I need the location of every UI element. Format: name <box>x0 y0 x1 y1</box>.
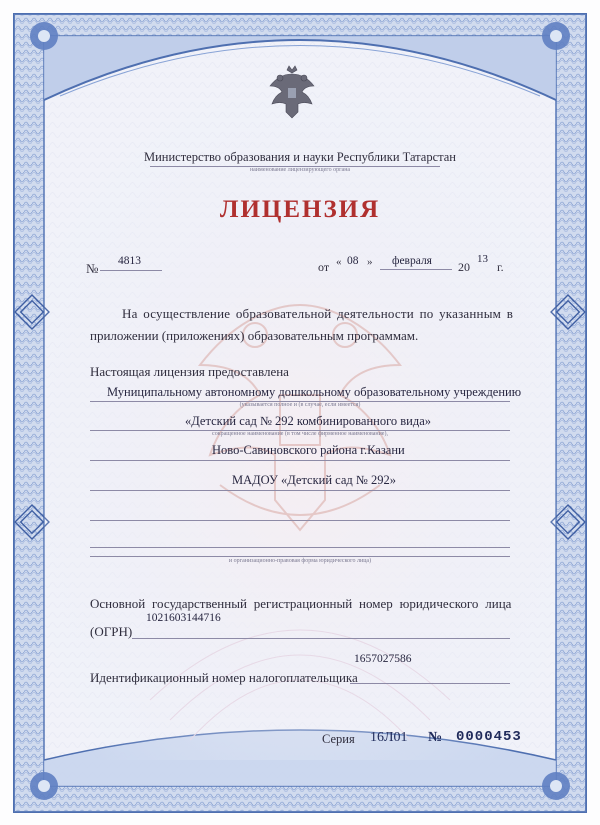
org-line-4: МАДОУ «Детский сад № 292» <box>232 473 396 487</box>
ogrn-value: 1021603144716 <box>146 612 221 624</box>
org-caption-3: и организационно-правовая форма юридического лица) <box>228 558 372 564</box>
blank-line-2 <box>90 547 510 548</box>
granted-to-label: Настоящая лицензия предоставлена <box>90 364 289 379</box>
inn-label: Идентификационный номер налогоплательщика <box>90 670 358 685</box>
date-month-underline <box>380 269 452 270</box>
number-underline <box>100 270 162 271</box>
blank-line-3 <box>90 556 510 557</box>
purpose-line-2: приложении (приложениях) образовательным программам. <box>90 328 419 343</box>
date-year-unit: г. <box>497 260 504 274</box>
date-close-quote: » <box>367 256 373 268</box>
date-year-suffix: 13 <box>477 253 488 265</box>
serial-number: 0000453 <box>456 729 522 745</box>
date-year-prefix: 20 <box>458 260 470 274</box>
purpose-line-1: На осуществление образовательной деятельности по указанным в <box>122 306 514 321</box>
date-day: 08 <box>347 255 359 267</box>
date-from-label: от <box>318 260 330 274</box>
issuer-caption: наименование лицензирующего органа <box>249 167 351 173</box>
date-open-quote: « <box>336 256 342 268</box>
license-number: 4813 <box>118 255 141 267</box>
org-line-3-underline <box>90 460 510 461</box>
number-prefix: № <box>86 261 99 276</box>
blank-line-1 <box>90 520 510 521</box>
org-caption-2: сокращенное наименование (в том числе фирменное наименование), <box>212 431 388 437</box>
serial-prefix: № <box>428 730 443 745</box>
org-line-1: Муниципальному автономному дошкольному образовательному учреждению <box>107 385 522 399</box>
ogrn-underline <box>132 638 510 639</box>
document-title: ЛИЦЕНЗИЯ <box>219 196 381 223</box>
inn-value: 1657027586 <box>354 653 412 665</box>
org-line-2: «Детский сад № 292 комбинированного вида» <box>185 414 432 428</box>
inn-underline <box>350 683 510 684</box>
ogrn-abbr: (ОГРН) <box>90 624 133 639</box>
org-caption-1: (указывается полное и (в случае, если имеется) <box>239 402 361 408</box>
org-line-4-underline <box>90 490 510 491</box>
series-label: Серия <box>322 732 355 746</box>
ogrn-label: Основной государственный регистрационный номер юридического лица <box>90 596 512 611</box>
date-month: февраля <box>392 255 432 267</box>
issuer-name: Министерство образования и науки Республики Татарстан <box>143 150 456 164</box>
double-headed-eagle-emblem-icon <box>264 64 320 122</box>
org-line-3: Ново-Савиновского района г.Казани <box>212 443 405 457</box>
series-value: 16Л01 <box>370 730 408 745</box>
